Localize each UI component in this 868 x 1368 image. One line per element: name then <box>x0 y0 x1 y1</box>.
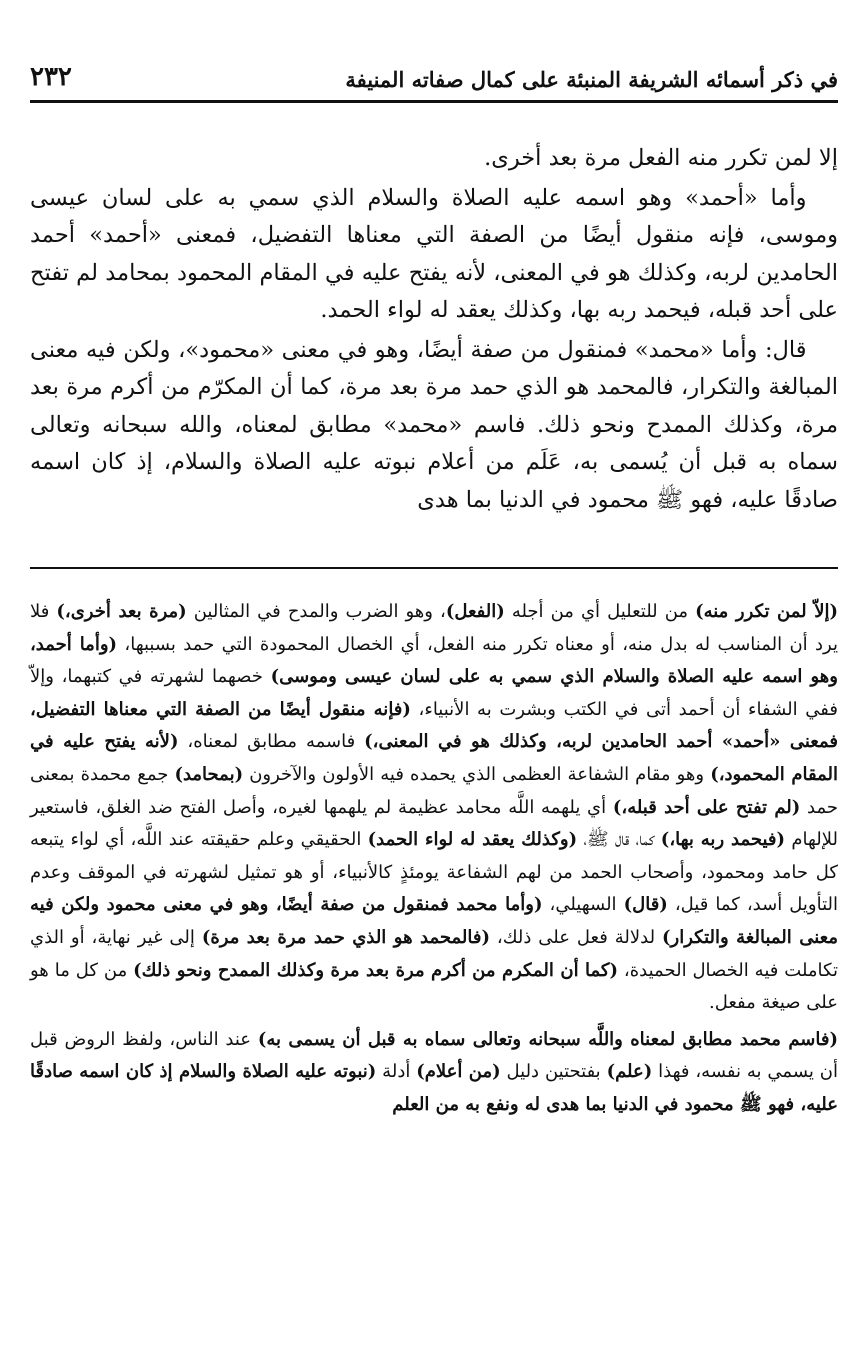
commentary-text: وهو مقام الشفاعة العظمى الذي يحمده فيه الأولون والآخرون <box>243 763 711 785</box>
book-page <box>30 0 838 1368</box>
commentary <box>30 596 838 1126</box>
commentary-text: من للتعليل أي من أجله <box>504 601 696 622</box>
main-paragraph-1: إلا لمن تكرر منه الفعل مرة بعد أخرى. <box>484 145 838 171</box>
quoted-main-text: (وكذلك يعقد له لواء الحمد) <box>367 829 578 851</box>
quoted-main-text: (لم تفتح على أحد قبله،) <box>612 796 801 818</box>
commentary-text: جمع محمدة بمعنى حمد <box>30 763 839 818</box>
quoted-main-text: (وأما محمد فمنقول من صفة أيضًا، وهو في معنى محمود ولكن فيه معنى المبالغة والتكرار) <box>30 894 838 948</box>
quoted-main-text: (كما أن المكرم من أكرم مرة بعد مرة وكذلك الممدح ونحو ذلك) <box>133 959 619 981</box>
quoted-main-text: (فيحمد ربه بها،) <box>660 829 786 851</box>
main-paragraph-3: قال: وأما «محمد» فمنقول من صفة أيضًا، وهو في معنى «محمود»، ولكن فيه معنى المبالغة والتكرار، فالمحمد هو الذي حمد مرة بعد مرة، كما أن المكرّم من أكرم مرة بعد مرة، وكذلك الممدح ونحو ذلك. فاسم «محمد» مطابق لمعناه، والله سبحانه وتعالى سماه به قبل أن يُسمى به، عَلَم من أعلام نبوته عليه الصلاة والسلام، إذ كان اسمه صادقًا عليه، فهو ﷺ محمود في الدنيا بما هدى <box>30 336 838 513</box>
running-head <box>30 52 838 92</box>
quoted-main-text: (بمحامد) <box>174 763 244 785</box>
commentary-text: إلى غير نهاية، أو الذي تكاملت فيه الخصال الحميدة، <box>30 926 838 981</box>
quoted-main-text: (وأما أحمد، وهو اسمه عليه الصلاة والسلام الذي سمي به على لسان عيسى وموسى) <box>30 633 838 688</box>
quoted-main-text: (الفعل) <box>445 601 505 622</box>
quoted-main-text: (قال) <box>623 894 668 916</box>
quoted-main-text: (علم) <box>606 1061 653 1083</box>
commentary-text: فاسمه مطابق لمعناه، <box>178 731 365 753</box>
commentary-text: من كل ما هو على صيغة مفعل. <box>30 959 838 1014</box>
quoted-main-text: (لأنه يفتح عليه في المقام المحمود،) <box>30 731 838 785</box>
commentary-paragraph-1 <box>30 596 838 1020</box>
commentary-text: خصهما لشهرته في كتبهما، وإلاّ ففي الشفاء أن أحمد أتى في الكتب وبشرت به الأنبياء، <box>30 666 838 720</box>
commentary-divider <box>30 567 838 569</box>
quoted-main-text: (إلاّ لمن تكرر منه) <box>695 601 838 622</box>
commentary-text: عند الناس، ولفظ الروض قبل أن يسمي به نفسه، فهذا <box>30 1028 838 1083</box>
quoted-main-text: (من أعلام) <box>416 1061 501 1083</box>
commentary-text: كما، قال ﷺ، <box>577 829 661 851</box>
quoted-main-text: (فإنه منقول أيضًا من الصفة التي معناها التفضيل، فمعنى «أحمد» أحمد الحامدين لربه، وكذلك هو في المعنى،) <box>30 698 839 753</box>
commentary-paragraph-2 <box>30 1024 838 1122</box>
commentary-text: السهيلي، <box>542 894 624 916</box>
commentary-text: أدلة <box>376 1061 417 1083</box>
commentary-text: الحقيقي وعلم حقيقته عند اللَّه، أي لواء يتبعه كل حامد ومحمود، وأصحاب الحمد من لهم الشفاعة يومئذٍ كالأنبياء، أو هو تمثيل لشهرته في الموقف وعدم التأويل أسد، كما قيل، <box>30 829 838 916</box>
quoted-main-text: (فالمحمد هو الذي حمد مرة بعد مرة) <box>201 926 490 948</box>
header-rule <box>30 100 838 103</box>
commentary-text: بفتحتين دليل <box>500 1061 607 1083</box>
running-title: في ذكر أسمائه الشريفة المنبئة على كمال صفاته المنيفة <box>345 67 838 92</box>
commentary-text: لدلالة فعل على ذلك، <box>490 926 662 948</box>
main-text <box>30 140 838 521</box>
page-number: ٢٣٢ <box>30 62 72 92</box>
main-paragraph-2: وأما «أحمد» وهو اسمه عليه الصلاة والسلام الذي سمي به على لسان عيسى وموسى، فإنه منقول أيضًا من الصفة التي معناها التفضيل، فمعنى «أحمد» أحمد الحامدين لربه، وكذلك هو في المعنى، لأنه يفتح عليه في المقام المحمود بمحامد لم تفتح على أحد قبله، فيحمد ربه بها، وكذلك يعقد له لواء الحمد. <box>30 184 838 323</box>
quoted-main-text: (نبوته عليه الصلاة والسلام إذ كان اسمه صادقًا عليه، فهو ﷺ محمود في الدنيا بما هدى له ونفع به من العلم <box>30 1061 838 1115</box>
quoted-main-text: (مرة بعد أخرى،) <box>56 601 187 622</box>
commentary-text: فلا يرد أن المناسب له بدل منه، أو معناه تكرر منه الفعل، أي الخصال المحمودة التي حمد بسببها، <box>30 601 838 655</box>
commentary-text: أي يلهمه اللَّه محامد عظيمة لم يلهمها لغيره، وأصل الفتح ضد الغلق، فاستعير للإلهام <box>30 796 839 851</box>
commentary-text: ، وهو الضرب والمدح في المثالين <box>186 601 446 622</box>
quoted-main-text: (فاسم محمد مطابق لمعناه واللَّه سبحانه وتعالى سماه به قبل أن يسمى به) <box>257 1028 838 1050</box>
